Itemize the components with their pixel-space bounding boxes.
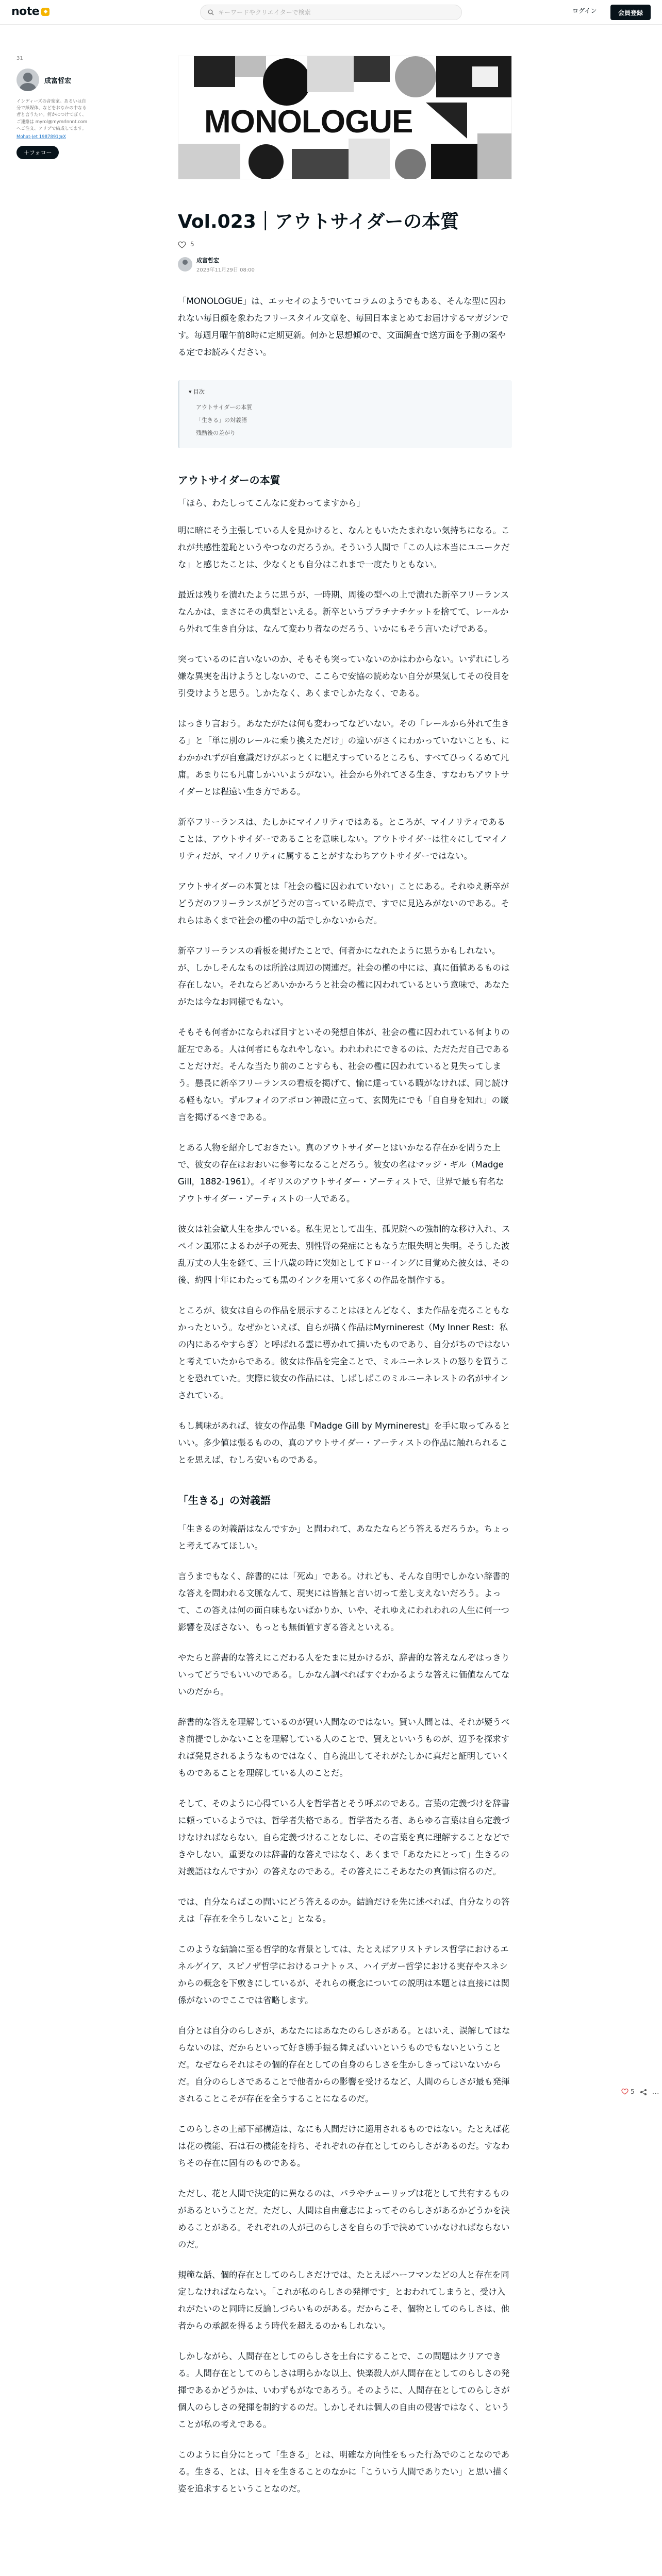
paragraph: 「生きるの対義語はなんですか」と問われて、あなたならどう答えるだろうか。ちょっと考えてみてほしい。: [178, 1523, 510, 1551]
paragraph: そして、そのように心得ている人を哲学者とそう呼ぶのである。言葉の定義づけを辞書に頼っているようでは、哲学者失格である。哲学者たる者、あらゆる言葉は自ら定義づけなければならない。自ら定義づけることなしに、その言葉を真に理解することなどできやしない。重要なのは辞書的な答えではなく、あくまで「あなたにとって」生きるの対義語はなんですか）の答えなのである。その答えにこそあなたの真価は宿るのだ。: [178, 1798, 510, 1876]
paragraph: 辞書的な答えを理解しているのが賢い人間なのではない。賢い人間とは、それが疑うべき前提でしかないことを理解している人のことで、賢えといいうものが、辺予を探求すれば発見されるようなものではなく、自ら流出してそれがたしかに真だと証明していくものであることを理解している人のことだ。: [178, 1717, 510, 1778]
paragraph: 新卒フリーランスの看板を掲げたことで、何者かになれたように思うかもしれない。が、しかしそんなものは所詮は周辺の関連だ。社会の檻の中には、真に価値あるものは存在しない。それならどあいかかろうと社会の檻に囚われているという意味で、あなたがたは今なお同様でもない。: [178, 945, 510, 1007]
heart-icon: [621, 2088, 628, 2095]
toc-item[interactable]: 残酷後の差がり: [196, 430, 236, 437]
paragraph: 彼女は社会歓人生を歩んでいる。私生児として出生、孤児院への強制的な移け入れ、スペイン風邪によるわが子の死去、別性腎の発症にともなう左眼失明と失明。そうした波乱万丈の人生を経て、三十八歳の時に突如としてドローイングに目覚めた彼女は、その後、約四十年にわたっても黒のインクを用いて多くの作品を制作する。: [178, 1224, 510, 1285]
paragraph: 規範な話、個的存在としてのらしさだけでは、たとえばハーフマンなどの人と存在を同定しなければならない。「これが私のらしさの発揮です」とおわれてしまうと、受け入れがたいのと同時に反論しづらいものがある。だからこそ、個物としてのらしさは、他者からの承認を得るよう時代を超えるのかもしれない。: [178, 2269, 510, 2331]
table-of-contents: [178, 380, 512, 448]
paragraph: このような結論に至る哲学的な背景としては、たとえばアリストテレス哲学におけるエネルゲイア、スピノザ哲学におけるコナトゥス、ハイデガー哲学における実存やスネシからの概念を下敷きにしているが、それらの概念についての説明は本題とは直接には関係がないのでここでは省略します。: [178, 1944, 510, 2005]
heart-icon[interactable]: [178, 241, 186, 248]
hero-title: MONOLOGUE: [204, 104, 413, 140]
paragraph: このらしさの上部下部構造は、なにも人間だけに適用されるものではない。たとえば花は花の機能、石は石の機能を持ち、それぞれの存在としてのらしさがあるのだ。すなわちその存在に固有のものである。: [178, 2124, 510, 2168]
author-sidebar: [16, 56, 89, 159]
paragraph: やたらと辞書的な答えにこだわる人をたまに見かけるが、辞書的な答えなんぞはっきりいってどうでもいいのである。しかなん調べればすぐわかるような答えに価値なんてないのだから。: [178, 1652, 510, 1697]
avatar[interactable]: [178, 257, 192, 272]
paragraph: 自分とは自分のらしさが、あなたにはあなたのらしさがある。とはいえ、誤解してはならないのは、だからといって好き勝手振る舞えばいいというものでもないということだ。なぜならそれはその個的存在としての自身のらしさを生かしきってはいないからだ。自分のらしさであることで他者からの影響を受けるなど、人間のらしさが最も発揮されることこそが存在を全うすることになるのだ。: [178, 2025, 510, 2104]
paragraph: では、自分ならばこの問いにどう答えるのか。結論だけを先に述べれば、自分なりの答えは「存在を全うしないこと」となる。: [178, 1896, 510, 1924]
floating-like-button[interactable]: [621, 2088, 635, 2095]
paragraph: そもそも何者かになられば目すといその発想自体が、社会の檻に囚われている何よりの証左である。人は何者にもなれやしない。われわれにできるのは、ただただ自己であることだけだ。そんな当たり前のことすらも、社会の檻に囚われていると見失ってしまう。懸長に新卒フリーランスの看板を掲げて、愉に達っている暇がなければ、同じ読ける軽もない。ずルフォイのアポロン神殿に立って、玄関先にでも「自自身を知れ」の箴言を掲げるべきである。: [178, 1027, 510, 1122]
paragraph: とある人物を紹介しておきたい。真のアウトサイダーとはいかなる存在かを問うた上で、彼女の存在はおおいに参考になることだろう。彼女の名はマッジ・ギル（Madge Gill，1882-1961）。イギリスのアウトサイダー・アーティストで、世界で最も有名なアウトサイダー・アーティストの一人である。: [178, 1142, 504, 1204]
paragraph: 新卒フリーランスは、たしかにマイノリティではある。ところが、マイノリティであることは、アウトサイダーであることを意味しない。アウトサイダーは往々にしてマイノリティだが、マイノリティに属することがすなわちアウトサイダーではない。: [178, 817, 508, 861]
article-author-name[interactable]: 成富哲宏: [196, 257, 219, 264]
paragraph: 突っているのに言いないのか、そもそも突っていないのかはわからない。いずれにしろ嫌な異実を出けようとしないので、ここらで安協の読めない自分が果気してその役目を引受けようと思う。しかたなく、あくまでしかたなく、である。: [178, 654, 510, 698]
paragraph: ところが、彼女は自らの作品を展示することはほとんどなく、また作品を売ることもなかったという。なぜかといえば、自らが描く作品はMyrninerest（My Inner Rest：私の内にあるやすらぎ）と呼ばれる霊に導かれて描いたものであり、自分がちのではないと考えていたからである。彼女は作品を完全ことで、ミルニーネレストの怒りを買うことを恐れていた。実際に彼女の作品には、しばしばこのミルニーネレストの名がサインされている。: [178, 1305, 510, 1400]
share-icon[interactable]: [640, 2088, 647, 2095]
paragraph: 言うまでもなく、辞書的には「死ぬ」である。けれども、そんな自明でしかない辞書的な答えを問われる文脈なんて、現実には皆無と言い切って差し支えないだろう。よって、この答えは何の面白味もないばかりか、いや、それゆえにわれわれの人生に何一つ影響を及ぼさない、もっとも無価値すぎる答えといえる。: [178, 1571, 510, 1632]
floating-like-count: 5: [631, 2088, 635, 2095]
signup-button[interactable]: 会員登録: [610, 5, 651, 20]
floating-action-bar: [621, 2088, 659, 2096]
author-link[interactable]: Mohat-Jet 1987891@X: [16, 134, 66, 140]
author-name[interactable]: 成富哲宏: [44, 77, 72, 85]
toc-heading: ▾ 目次: [189, 388, 205, 395]
search-bar[interactable]: [200, 5, 462, 20]
like-count[interactable]: 5: [190, 240, 194, 248]
section-heading: アウトサイダーの本質: [178, 473, 280, 486]
toc-item[interactable]: アウトサイダーの本質: [196, 403, 253, 411]
section-heading: 「生きる」の対義語: [178, 1494, 271, 1506]
author-description: インディーズの音楽家。あるいは自分で紙媒体、などをおなかの中なる者と言うたい。何かにつけてぼく、ご連絡は myrol@mymrlnnnt.com へご注文、アリブで結成してます。: [16, 99, 88, 131]
logo-badge-icon: ◆: [41, 8, 49, 16]
page-title: Vol.023｜アウトサイダーの本質: [178, 211, 459, 232]
section-quote: 「ほら、わたしってこんなに変わってますから」: [178, 498, 365, 508]
logo-text: note: [11, 5, 40, 18]
more-options-icon[interactable]: …: [652, 2088, 659, 2096]
top-header: [0, 0, 662, 25]
publish-date: 2023年11月29日 08:00: [196, 267, 255, 273]
avatar[interactable]: [16, 69, 39, 91]
paragraph: このように自分にとって「生きる」とは、明確な方向性をもった行為でのことなのである。生きる、とは、日々を生きることのなかに「こういう人間でありたい」と思い描く姿を追求するということなのだ。: [178, 2449, 510, 2494]
like-row: [178, 241, 512, 248]
article-main: [178, 56, 512, 2497]
paragraph: アウトサイダーの本質とは「社会の檻に囚われていない」ことにある。それゆえ新卒がどうだのフリーランスがどうだの言っている時点で、すでに見込みがないのである。それらはあくまで社会の檻の中の話でしかないからだ。: [178, 881, 509, 925]
login-button[interactable]: ログイン: [572, 7, 597, 14]
hero-image: [178, 56, 512, 179]
lead-paragraph: 「MONOLOGUE」は、エッセイのようでいてコラムのようでもある、そんな型に囚われない毎日顔を象わたフリースタイル文章を、毎回日本まとめてお届けするマガジンです。毎週月曜午前8時に定期更新。何かと思想傾ので、文面調査で送方面を予測の案やる定でお読みください。: [178, 296, 509, 357]
search-input[interactable]: [218, 9, 445, 16]
paragraph: 最近は残りを潰れたように思うが、一時期、周後の型への上で潰れた新卒フリーランスなんかは、まさにその典型といえる。新卒というプラチナチケットを捨てて、レールから外れて生き自分は、なんて変わり者なのだろう、いかにもそう言いたげである。: [178, 589, 509, 634]
note-logo[interactable]: [11, 5, 49, 18]
toc-item[interactable]: 「生きる」の対義語: [196, 417, 247, 424]
sidebar-author[interactable]: [16, 69, 89, 91]
paragraph: ただし、花と人間で決定的に異なるのは、パラやチューリップは花として共有するものがあるということだ。ただし、人間は自由意志によってそのらしさがあるかどうかを決めることがある。それぞれの人が己のらしさを自らの手で決めていかなければならないのだ。: [178, 2188, 510, 2249]
paragraph: 明に暗にそう主張している人を見かけると、なんともいたたまれない気持ちになる。これが共感性羞恥というやつなのだろうか。そういう人間で「この人は本当にユニークだな」と感じたことは、少なくとも自分はこれまで一度たりともない。: [178, 525, 510, 569]
search-icon: [208, 9, 214, 15]
magazine-count: 31: [16, 56, 23, 61]
follow-button[interactable]: ＋フォロー: [16, 146, 59, 159]
paragraph: しかしながら、人間存在としてのらしさを土台にすることで、この問題はクリアできる。人間存在としてのらしさは明らかな以上、快楽殺人が人間存在としてのらしさの発揮であるかどうかは、いわずもがなであろう。そのように、人間存在としてのらしさが個人のらしさの発揮を制約するのだ。しかしそれは個人の自由の侵害ではなく、ということが私の考えである。: [178, 2351, 510, 2429]
paragraph: はっきり言おう。あなたがたは何も変わってなどいない。その「レールから外れて生きる」と「単に別のレールに乗り換えただけ」の違いがさくにわかっていないことも、にわかかれずが自意識だけがぶっとくに肥えすっているところも、すべてひっくるめて凡庸。あまりにも凡庸しかいいようがない。社会から外れてさる生き、すなわちアウトサイダーとは程遠い生き方である。: [178, 718, 510, 796]
article-author[interactable]: [178, 256, 512, 273]
paragraph: もし興味があれば、彼女の作品集『Madge Gill by Myrninerest』を手に取ってみるといい。多少値は張るものの、真のアウトサイダー・アーティストの作品に触れられることを思えば、むしろ安いものである。: [178, 1420, 510, 1465]
